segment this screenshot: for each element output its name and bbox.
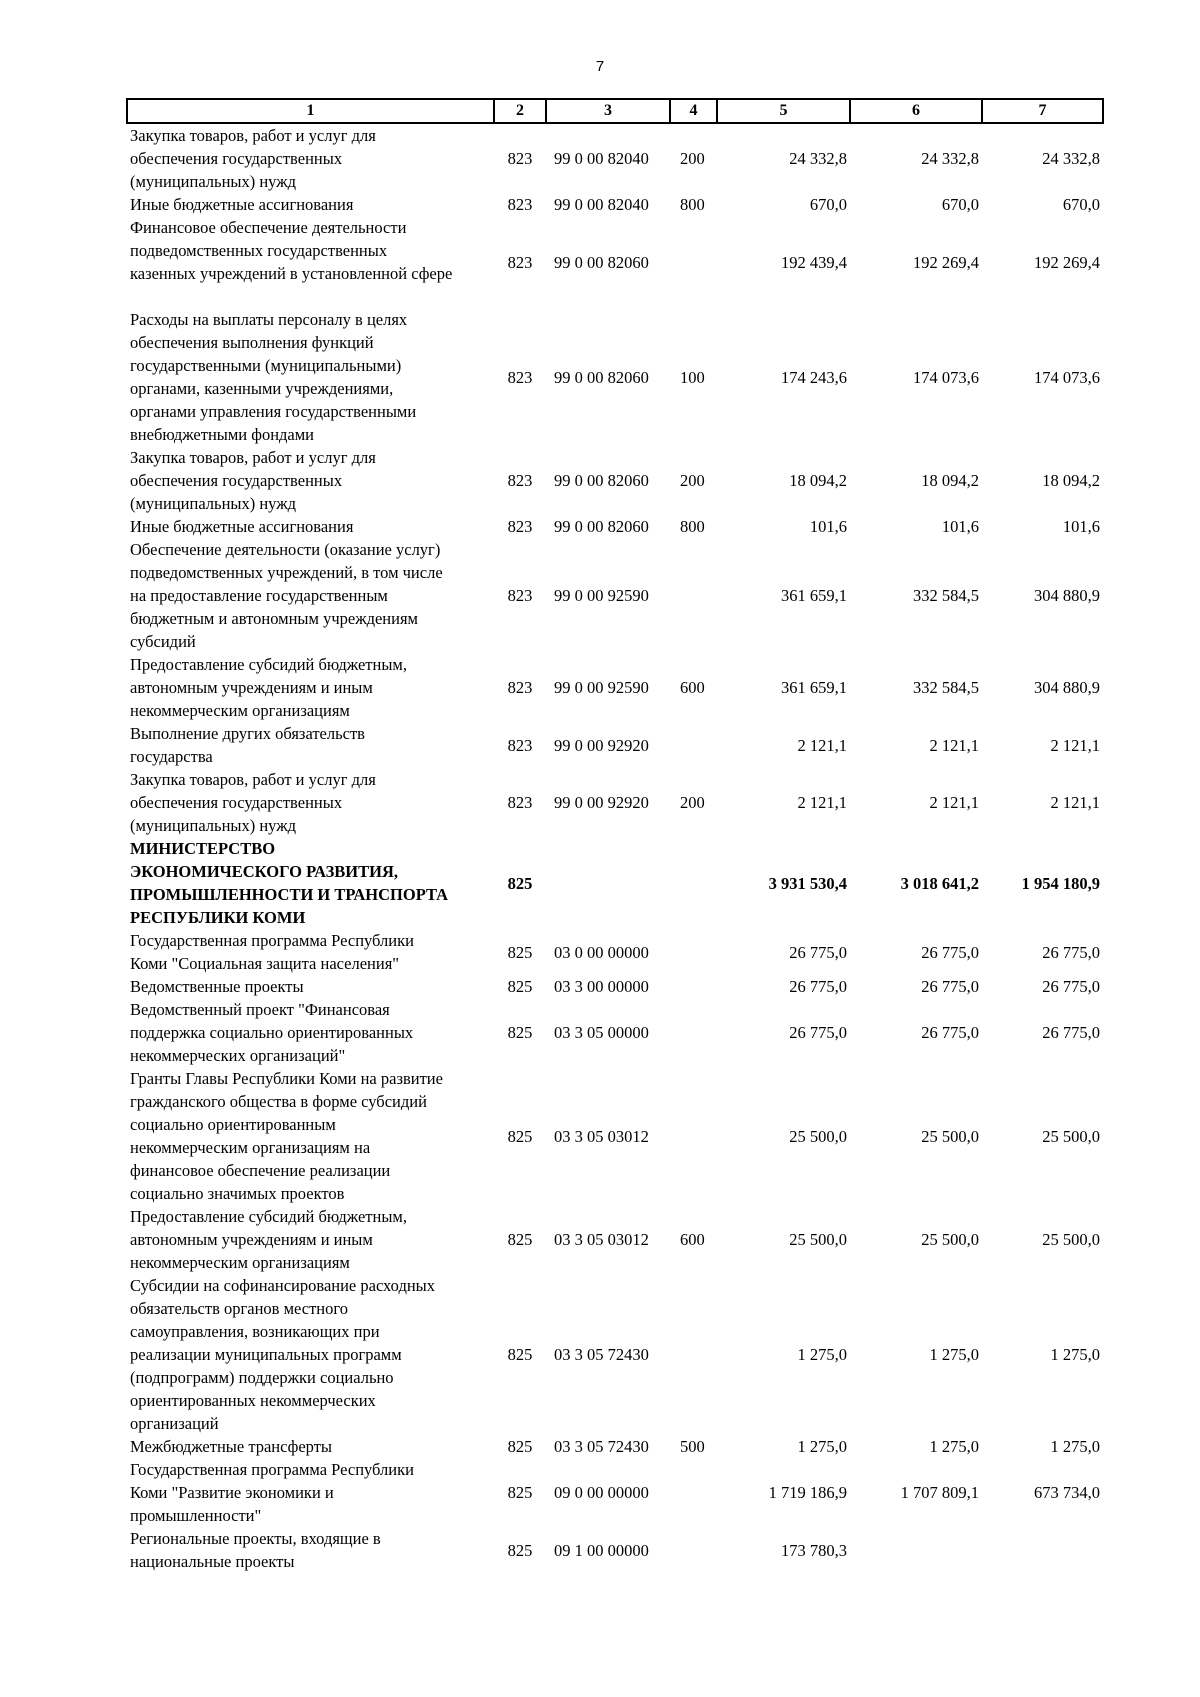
row-vr [670, 998, 717, 1067]
table-row [127, 1435, 1103, 1458]
row-name-line: гражданского общества в форме субсидий [130, 1092, 427, 1111]
row-name-line: Государственная программа Республики [130, 1460, 414, 1479]
row-name-line: Ведомственный проект "Финансовая [130, 1000, 390, 1019]
row-name-line: обеспечения государственных [130, 149, 343, 168]
row-name-line: (муниципальных) нужд [130, 494, 297, 513]
row-value-6: 101,6 [941, 517, 979, 536]
table-row [127, 193, 1103, 216]
row-name-line: Закупка товаров, работ и услуг для [130, 770, 376, 789]
row-value-6: 1 275,0 [929, 1345, 979, 1364]
budget-table [126, 98, 1104, 1573]
row-name-line: некоммерческих организаций" [130, 1046, 346, 1065]
row-vr [670, 1067, 717, 1205]
row-name-line: ориентированных некоммерческих [130, 1391, 376, 1410]
row-vr: 500 [680, 1437, 705, 1456]
row-csr [546, 837, 670, 929]
row-name-line: Ведомственные проекты [130, 977, 304, 996]
table-row [127, 975, 1103, 998]
row-name-line: (подпрограмм) поддержки социально [130, 1368, 394, 1387]
row-name-line: ЭКОНОМИЧЕСКОГО РАЗВИТИЯ, [130, 862, 399, 881]
row-ved: 825 [507, 1483, 533, 1502]
row-value-7: 24 332,8 [1042, 149, 1100, 168]
table-row [127, 123, 1103, 193]
row-value-6: 25 500,0 [921, 1230, 979, 1249]
table-row [127, 1274, 1103, 1435]
row-value-5: 361 659,1 [781, 586, 847, 605]
row-value-7: 25 500,0 [1042, 1230, 1100, 1249]
row-csr: 09 1 00 00000 [554, 1540, 649, 1560]
row-name-line: подведомственных государственных [130, 241, 388, 260]
row-vr: 800 [680, 517, 705, 536]
row-name-line: Предоставление субсидий бюджетным, [130, 1207, 407, 1226]
row-name [127, 193, 494, 216]
row-value-7: 1 275,0 [1050, 1345, 1100, 1364]
row-name-line: Коми "Социальная защита населения" [130, 954, 400, 973]
row-name-line: органами управления государственными [130, 402, 417, 421]
column-header-3: 3 [546, 99, 670, 123]
row-ved: 823 [507, 793, 533, 812]
row-name-line: реализации муниципальных программ [130, 1345, 402, 1364]
row-name-line: внебюджетными фондами [130, 425, 315, 444]
row-value-5: 192 439,4 [781, 252, 847, 272]
row-value-5: 1 719 186,9 [768, 1483, 847, 1502]
row-name-line: бюджетным и автономным учреждениям [130, 609, 419, 628]
row-value-6: 2 121,1 [929, 793, 979, 812]
column-header-6: 6 [850, 99, 982, 123]
row-ved: 823 [507, 471, 533, 490]
row-name [127, 1274, 494, 1435]
row-name-line: казенных учреждений в установленной сфере [130, 264, 453, 283]
table-body [127, 123, 1103, 1573]
row-value-5: 25 500,0 [789, 1126, 847, 1146]
row-name-line: органами, казенными учреждениями, [130, 379, 394, 398]
row-vr: 200 [680, 471, 705, 490]
row-value-5: 1 275,0 [797, 1345, 847, 1364]
row-value-6: 332 584,5 [913, 678, 979, 697]
table-row [127, 515, 1103, 538]
row-name-line: Обеспечение деятельности (оказание услуг) [130, 540, 441, 559]
row-value-7: 101,6 [1062, 517, 1100, 536]
row-csr: 99 0 00 92590 [554, 586, 649, 605]
table-row [127, 1205, 1103, 1274]
row-ved: 825 [507, 942, 533, 962]
row-value-7: 304 880,9 [1034, 586, 1100, 605]
row-name [127, 929, 494, 975]
row-value-6: 25 500,0 [921, 1126, 979, 1146]
row-value-6: 1 275,0 [929, 1437, 979, 1456]
row-csr: 03 3 05 72430 [554, 1345, 649, 1364]
table-row [127, 929, 1103, 975]
row-name [127, 768, 494, 837]
row-vr [670, 1274, 717, 1435]
row-ved: 825 [507, 1345, 533, 1364]
row-ved: 823 [507, 735, 533, 755]
row-csr: 09 0 00 00000 [554, 1483, 649, 1502]
table-row [127, 538, 1103, 653]
row-name-line: Предоставление субсидий бюджетным, [130, 655, 407, 674]
row-name-line: подведомственных учреждений, в том числе [130, 563, 443, 582]
row-value-5: 670,0 [809, 195, 847, 214]
row-value-5: 25 500,0 [789, 1230, 847, 1249]
row-csr: 99 0 00 82060 [554, 367, 649, 387]
row-ved: 823 [507, 252, 533, 272]
table-row [127, 1458, 1103, 1527]
row-csr: 03 3 05 03012 [554, 1230, 649, 1249]
row-value-6: 24 332,8 [921, 149, 979, 168]
row-name-line: некоммерческим организациям [130, 1253, 350, 1272]
row-name-line: Иные бюджетные ассигнования [130, 195, 354, 214]
row-name-line: Закупка товаров, работ и услуг для [130, 126, 376, 145]
row-value-7: 304 880,9 [1034, 678, 1100, 697]
row-name [127, 837, 494, 929]
row-vr [670, 216, 717, 308]
row-value-7: 670,0 [1062, 195, 1100, 214]
row-vr: 600 [680, 678, 705, 697]
row-value-7 [982, 1527, 1103, 1573]
row-value-7: 174 073,6 [1034, 367, 1100, 387]
row-value-5: 26 775,0 [789, 942, 847, 962]
row-name [127, 308, 494, 446]
row-value-6: 26 775,0 [921, 1023, 979, 1042]
table-row [127, 837, 1103, 929]
row-value-5: 361 659,1 [781, 678, 847, 697]
row-csr: 03 0 00 00000 [554, 942, 649, 962]
row-name-line: обеспечения государственных [130, 793, 343, 812]
row-name [127, 123, 494, 193]
table-row [127, 308, 1103, 446]
row-name-line: автономным учреждениям и иным [130, 1230, 373, 1249]
row-name-line: государства [130, 747, 213, 766]
row-name-line [130, 285, 494, 308]
row-name-line: на предоставление государственным [130, 586, 388, 605]
row-csr: 99 0 00 92590 [554, 678, 649, 697]
row-ved: 825 [507, 1023, 533, 1042]
row-name [127, 1527, 494, 1573]
row-value-7: 192 269,4 [1034, 252, 1100, 272]
row-value-6: 3 018 641,2 [900, 873, 979, 893]
row-csr: 03 3 00 00000 [554, 977, 649, 996]
table-row [127, 216, 1103, 308]
row-name-line: организаций [130, 1414, 219, 1433]
row-csr: 99 0 00 82060 [554, 471, 649, 490]
row-ved: 823 [507, 149, 533, 168]
table-row [127, 653, 1103, 722]
row-vr [670, 929, 717, 975]
row-name [127, 1435, 494, 1458]
row-csr: 03 3 05 03012 [554, 1126, 649, 1146]
row-value-7: 1 275,0 [1050, 1437, 1100, 1456]
row-value-7: 25 500,0 [1042, 1126, 1100, 1146]
row-value-6: 2 121,1 [929, 735, 979, 755]
row-csr: 03 3 05 00000 [554, 1023, 649, 1042]
row-value-5: 18 094,2 [789, 471, 847, 490]
table-row [127, 768, 1103, 837]
row-csr: 99 0 00 92920 [554, 735, 649, 755]
row-vr [670, 722, 717, 768]
column-header-4: 4 [670, 99, 717, 123]
table-row [127, 722, 1103, 768]
row-value-6: 192 269,4 [913, 252, 979, 272]
row-name-line: автономным учреждениям и иным [130, 678, 373, 697]
row-name-line: национальные проекты [130, 1552, 295, 1571]
table-row [127, 998, 1103, 1067]
row-value-6: 1 707 809,1 [900, 1483, 979, 1502]
row-name-line: финансовое обеспечение реализации [130, 1161, 391, 1180]
row-ved: 825 [507, 1540, 533, 1560]
row-ved: 825 [507, 1437, 533, 1456]
row-name [127, 515, 494, 538]
row-name-line: Иные бюджетные ассигнования [130, 517, 354, 536]
row-value-5: 26 775,0 [789, 1023, 847, 1042]
row-name [127, 998, 494, 1067]
row-name-line: МИНИСТЕРСТВО [130, 839, 276, 858]
row-csr: 99 0 00 92920 [554, 793, 649, 812]
column-header-1: 1 [127, 99, 494, 123]
row-name-line: (муниципальных) нужд [130, 172, 297, 191]
row-name-line: самоуправления, возникающих при [130, 1322, 380, 1341]
row-vr: 800 [680, 195, 705, 214]
row-name-line: субсидий [130, 632, 196, 651]
row-name-line: Финансовое обеспечение деятельности [130, 218, 407, 237]
row-vr [670, 837, 717, 929]
row-value-5: 24 332,8 [789, 149, 847, 168]
row-value-5: 1 275,0 [797, 1437, 847, 1456]
row-value-7: 2 121,1 [1050, 793, 1100, 812]
table-row [127, 1067, 1103, 1205]
row-value-7: 26 775,0 [1042, 942, 1100, 962]
row-ved: 823 [507, 586, 533, 605]
row-name-line: Расходы на выплаты персоналу в целях [130, 310, 408, 329]
row-name-line: Государственная программа Республики [130, 931, 414, 950]
row-value-6: 332 584,5 [913, 586, 979, 605]
row-ved: 823 [507, 195, 533, 214]
table-row [127, 1527, 1103, 1573]
row-value-7: 1 954 180,9 [1021, 873, 1100, 893]
header-row [127, 99, 1103, 123]
row-value-6: 26 775,0 [921, 977, 979, 996]
row-value-5: 26 775,0 [789, 977, 847, 996]
row-name [127, 446, 494, 515]
row-name-line: Закупка товаров, работ и услуг для [130, 448, 376, 467]
row-name-line: Гранты Главы Республики Коми на развитие [130, 1069, 443, 1088]
row-name [127, 538, 494, 653]
row-csr: 99 0 00 82040 [554, 149, 649, 168]
row-value-6: 174 073,6 [913, 367, 979, 387]
row-csr: 03 3 05 72430 [554, 1437, 649, 1456]
row-vr [670, 1527, 717, 1573]
column-header-7: 7 [982, 99, 1103, 123]
row-vr: 100 [680, 367, 705, 387]
row-value-7: 673 734,0 [1034, 1483, 1100, 1502]
row-ved: 823 [507, 678, 533, 697]
page-number: 7 [595, 58, 605, 75]
row-name [127, 653, 494, 722]
row-value-7: 18 094,2 [1042, 471, 1100, 490]
row-value-7: 26 775,0 [1042, 1023, 1100, 1042]
row-name-line: поддержка социально ориентированных [130, 1023, 414, 1042]
row-ved: 825 [507, 1230, 533, 1249]
row-value-5: 174 243,6 [781, 367, 847, 387]
row-name [127, 975, 494, 998]
row-name-line: социально значимых проектов [130, 1184, 345, 1203]
row-value-6: 670,0 [941, 195, 979, 214]
row-name [127, 1067, 494, 1205]
row-name-line: (муниципальных) нужд [130, 816, 297, 835]
row-value-7: 26 775,0 [1042, 977, 1100, 996]
row-name-line: обязательств органов местного [130, 1299, 348, 1318]
row-name-line: ПРОМЫШЛЕННОСТИ И ТРАНСПОРТА [130, 885, 449, 904]
row-value-5: 2 121,1 [797, 735, 847, 755]
column-header-2: 2 [494, 99, 546, 123]
row-vr: 200 [680, 793, 705, 812]
row-value-5: 101,6 [809, 517, 847, 536]
row-name-line: Межбюджетные трансферты [130, 1437, 333, 1456]
row-vr: 600 [680, 1230, 705, 1249]
row-vr: 200 [680, 149, 705, 168]
row-name-line: РЕСПУБЛИКИ КОМИ [130, 908, 306, 927]
column-header-5: 5 [717, 99, 850, 123]
row-value-6: 18 094,2 [921, 471, 979, 490]
row-ved: 823 [507, 367, 533, 387]
row-name-line: промышленности" [130, 1506, 262, 1525]
row-name-line: некоммерческим организациям [130, 701, 350, 720]
row-csr: 99 0 00 82060 [554, 252, 649, 272]
row-name-line: некоммерческим организациям на [130, 1138, 371, 1157]
row-value-7: 2 121,1 [1050, 735, 1100, 755]
row-name [127, 1458, 494, 1527]
row-vr [670, 975, 717, 998]
row-name-line: Выполнение других обязательств [130, 724, 365, 743]
row-name-line: Коми "Развитие экономики и [130, 1483, 334, 1502]
row-name-line: Региональные проекты, входящие в [130, 1529, 381, 1548]
row-name [127, 216, 494, 308]
row-value-6 [850, 1527, 982, 1573]
row-ved: 823 [507, 517, 533, 536]
row-value-6: 26 775,0 [921, 942, 979, 962]
table-row [127, 446, 1103, 515]
row-value-5: 3 931 530,4 [768, 873, 847, 893]
row-name-line: Субсидии на софинансирование расходных [130, 1276, 436, 1295]
row-ved: 825 [507, 1126, 533, 1146]
row-name-line: обеспечения выполнения функций [130, 333, 374, 352]
row-name-line: государственными (муниципальными) [130, 356, 402, 375]
row-name-line: обеспечения государственных [130, 471, 343, 490]
row-csr: 99 0 00 82040 [554, 195, 649, 214]
row-name-line: социально ориентированным [130, 1115, 336, 1134]
row-name [127, 1205, 494, 1274]
row-name [127, 722, 494, 768]
row-value-5: 173 780,3 [781, 1540, 847, 1560]
row-vr [670, 1458, 717, 1527]
row-ved: 825 [507, 873, 533, 893]
row-value-5: 2 121,1 [797, 793, 847, 812]
row-vr [670, 538, 717, 653]
row-ved: 825 [507, 977, 533, 996]
row-csr: 99 0 00 82060 [554, 517, 649, 536]
